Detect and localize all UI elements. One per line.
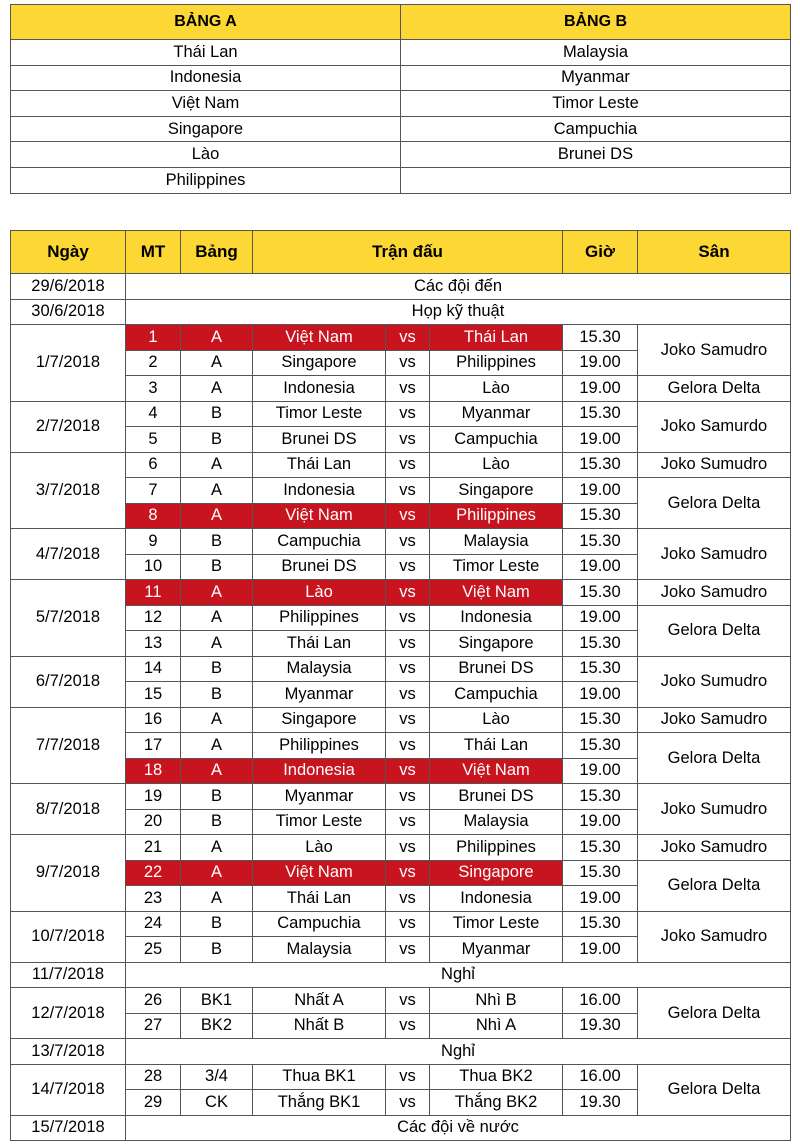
vs-label: vs <box>386 554 430 580</box>
away-team: Nhì A <box>430 1013 563 1039</box>
away-team: Philippines <box>430 503 563 529</box>
home-team: Malaysia <box>253 937 386 963</box>
date-cell: 8/7/2018 <box>11 784 126 835</box>
away-team: Nhì B <box>430 988 563 1014</box>
match-group: A <box>181 835 253 861</box>
match-row <box>11 707 791 733</box>
match-number: 16 <box>126 707 181 733</box>
home-team: Thua BK1 <box>253 1064 386 1090</box>
schedule-body <box>11 274 791 1141</box>
venue-cell: Joko Samudro <box>638 707 791 733</box>
match-number: 6 <box>126 452 181 478</box>
match-group: B <box>181 554 253 580</box>
match-group: A <box>181 325 253 351</box>
away-team: Brunei DS <box>430 656 563 682</box>
note-cell: Họp kỹ thuật <box>126 299 791 325</box>
home-team: Timor Leste <box>253 401 386 427</box>
match-group: A <box>181 478 253 504</box>
match-group: BK1 <box>181 988 253 1014</box>
match-time: 19.00 <box>563 886 638 912</box>
away-team: Myanmar <box>430 937 563 963</box>
venue-cell: Joko Samurdo <box>638 401 791 452</box>
home-team: Việt Nam <box>253 503 386 529</box>
group-a-header: BẢNG A <box>11 5 401 40</box>
home-team: Singapore <box>253 350 386 376</box>
away-team: Indonesia <box>430 605 563 631</box>
home-team: Indonesia <box>253 758 386 784</box>
match-time: 19.30 <box>563 1090 638 1116</box>
match-number: 27 <box>126 1013 181 1039</box>
vs-label: vs <box>386 656 430 682</box>
match-number: 21 <box>126 835 181 861</box>
venue-cell: Gelora Delta <box>638 988 791 1039</box>
vs-label: vs <box>386 1064 430 1090</box>
match-time: 15.30 <box>563 631 638 657</box>
match-group: BK2 <box>181 1013 253 1039</box>
note-cell: Nghỉ <box>126 1039 791 1065</box>
home-team: Thái Lan <box>253 886 386 912</box>
match-number: 17 <box>126 733 181 759</box>
vs-label: vs <box>386 503 430 529</box>
match-group: B <box>181 656 253 682</box>
match-number: 7 <box>126 478 181 504</box>
home-team: Brunei DS <box>253 554 386 580</box>
group-b-team: Timor Leste <box>401 91 791 117</box>
group-a-team: Indonesia <box>11 65 401 91</box>
away-team: Campuchia <box>430 427 563 453</box>
group-b-team <box>401 167 791 193</box>
match-time: 16.00 <box>563 988 638 1014</box>
match-group: A <box>181 376 253 402</box>
vs-label: vs <box>386 452 430 478</box>
match-row <box>11 529 791 555</box>
match-number: 3 <box>126 376 181 402</box>
home-team: Thái Lan <box>253 452 386 478</box>
match-group: A <box>181 758 253 784</box>
match-group: B <box>181 682 253 708</box>
away-team: Philippines <box>430 350 563 376</box>
group-a-team: Philippines <box>11 167 401 193</box>
date-cell: 12/7/2018 <box>11 988 126 1039</box>
schedule-table <box>10 230 791 1141</box>
away-team: Timor Leste <box>430 911 563 937</box>
date-cell: 14/7/2018 <box>11 1064 126 1115</box>
match-group: CK <box>181 1090 253 1116</box>
group-a-team: Singapore <box>11 116 401 142</box>
match-time: 15.30 <box>563 784 638 810</box>
vs-label: vs <box>386 401 430 427</box>
vs-label: vs <box>386 1090 430 1116</box>
away-team: Indonesia <box>430 886 563 912</box>
vs-label: vs <box>386 580 430 606</box>
group-row <box>11 116 791 142</box>
venue-cell: Joko Samudro <box>638 529 791 580</box>
away-team: Timor Leste <box>430 554 563 580</box>
match-group: A <box>181 733 253 759</box>
match-time: 15.30 <box>563 860 638 886</box>
vs-label: vs <box>386 1013 430 1039</box>
home-team: Thái Lan <box>253 631 386 657</box>
away-team: Việt Nam <box>430 580 563 606</box>
match-row <box>11 860 791 886</box>
match-time: 19.00 <box>563 758 638 784</box>
match-time: 15.30 <box>563 529 638 555</box>
match-row <box>11 733 791 759</box>
vs-label: vs <box>386 325 430 351</box>
venue-cell: Joko Samudro <box>638 325 791 376</box>
date-cell: 7/7/2018 <box>11 707 126 784</box>
home-team: Timor Leste <box>253 809 386 835</box>
match-number: 23 <box>126 886 181 912</box>
match-number: 24 <box>126 911 181 937</box>
date-cell: 2/7/2018 <box>11 401 126 452</box>
match-number: 5 <box>126 427 181 453</box>
date-cell: 10/7/2018 <box>11 911 126 962</box>
vs-label: vs <box>386 529 430 555</box>
date-cell: 9/7/2018 <box>11 835 126 912</box>
vs-label: vs <box>386 860 430 886</box>
match-group: A <box>181 580 253 606</box>
date-cell: 30/6/2018 <box>11 299 126 325</box>
match-row <box>11 376 791 402</box>
match-number: 26 <box>126 988 181 1014</box>
match-row <box>11 784 791 810</box>
match-row <box>11 478 791 504</box>
vs-label: vs <box>386 988 430 1014</box>
venue-cell: Gelora Delta <box>638 733 791 784</box>
venue-cell: Gelora Delta <box>638 376 791 402</box>
venue-cell: Gelora Delta <box>638 1064 791 1115</box>
venue-cell: Gelora Delta <box>638 478 791 529</box>
match-group: A <box>181 707 253 733</box>
groups-header-row <box>11 5 791 40</box>
match-row <box>11 580 791 606</box>
home-team: Lào <box>253 580 386 606</box>
home-team: Nhất B <box>253 1013 386 1039</box>
match-time: 19.00 <box>563 376 638 402</box>
vs-label: vs <box>386 886 430 912</box>
home-team: Indonesia <box>253 376 386 402</box>
home-team: Việt Nam <box>253 860 386 886</box>
match-group: A <box>181 605 253 631</box>
match-row <box>11 988 791 1014</box>
match-group: B <box>181 937 253 963</box>
group-row <box>11 167 791 193</box>
home-team: Campuchia <box>253 529 386 555</box>
home-team: Brunei DS <box>253 427 386 453</box>
vs-label: vs <box>386 733 430 759</box>
match-number: 12 <box>126 605 181 631</box>
match-time: 15.30 <box>563 452 638 478</box>
match-group: A <box>181 452 253 478</box>
header-match-number: MT <box>126 231 181 274</box>
venue-cell: Joko Samudro <box>638 911 791 962</box>
match-group: B <box>181 809 253 835</box>
schedule-note-row <box>11 1115 791 1141</box>
group-row <box>11 65 791 91</box>
match-time: 15.30 <box>563 911 638 937</box>
home-team: Thắng BK1 <box>253 1090 386 1116</box>
date-cell: 3/7/2018 <box>11 452 126 529</box>
vs-label: vs <box>386 427 430 453</box>
date-cell: 29/6/2018 <box>11 274 126 300</box>
match-time: 15.30 <box>563 401 638 427</box>
match-number: 9 <box>126 529 181 555</box>
header-date: Ngày <box>11 231 126 274</box>
venue-cell: Joko Sumudro <box>638 656 791 707</box>
match-group: 3/4 <box>181 1064 253 1090</box>
header-match: Trận đấu <box>253 231 563 274</box>
away-team: Việt Nam <box>430 758 563 784</box>
match-number: 8 <box>126 503 181 529</box>
match-number: 13 <box>126 631 181 657</box>
note-cell: Nghỉ <box>126 962 791 988</box>
date-cell: 5/7/2018 <box>11 580 126 657</box>
away-team: Campuchia <box>430 682 563 708</box>
match-time: 19.00 <box>563 682 638 708</box>
match-number: 11 <box>126 580 181 606</box>
away-team: Singapore <box>430 860 563 886</box>
match-time: 15.30 <box>563 656 638 682</box>
match-time: 15.30 <box>563 733 638 759</box>
match-number: 1 <box>126 325 181 351</box>
match-time: 15.30 <box>563 325 638 351</box>
match-row <box>11 835 791 861</box>
date-cell: 15/7/2018 <box>11 1115 126 1141</box>
date-cell: 13/7/2018 <box>11 1039 126 1065</box>
match-time: 19.00 <box>563 427 638 453</box>
home-team: Myanmar <box>253 682 386 708</box>
schedule-note-row <box>11 274 791 300</box>
match-group: B <box>181 784 253 810</box>
match-row <box>11 656 791 682</box>
vs-label: vs <box>386 376 430 402</box>
group-b-team: Brunei DS <box>401 142 791 168</box>
match-group: B <box>181 401 253 427</box>
match-number: 2 <box>126 350 181 376</box>
away-team: Philippines <box>430 835 563 861</box>
vs-label: vs <box>386 784 430 810</box>
vs-label: vs <box>386 911 430 937</box>
date-cell: 4/7/2018 <box>11 529 126 580</box>
home-team: Nhất A <box>253 988 386 1014</box>
group-b-team: Campuchia <box>401 116 791 142</box>
match-row <box>11 452 791 478</box>
match-row <box>11 605 791 631</box>
match-time: 15.30 <box>563 835 638 861</box>
home-team: Việt Nam <box>253 325 386 351</box>
away-team: Lào <box>430 452 563 478</box>
match-row <box>11 325 791 351</box>
match-group: A <box>181 860 253 886</box>
match-time: 19.00 <box>563 350 638 376</box>
vs-label: vs <box>386 682 430 708</box>
match-time: 19.30 <box>563 1013 638 1039</box>
match-time: 19.00 <box>563 554 638 580</box>
venue-cell: Joko Sumudro <box>638 452 791 478</box>
venue-cell: Joko Samudro <box>638 580 791 606</box>
match-number: 22 <box>126 860 181 886</box>
match-time: 19.00 <box>563 937 638 963</box>
vs-label: vs <box>386 350 430 376</box>
venue-cell: Gelora Delta <box>638 605 791 656</box>
header-venue: Sân <box>638 231 791 274</box>
away-team: Singapore <box>430 478 563 504</box>
away-team: Lào <box>430 707 563 733</box>
away-team: Singapore <box>430 631 563 657</box>
match-number: 29 <box>126 1090 181 1116</box>
match-time: 19.00 <box>563 605 638 631</box>
vs-label: vs <box>386 605 430 631</box>
match-row <box>11 1064 791 1090</box>
venue-cell: Gelora Delta <box>638 860 791 911</box>
away-team: Thái Lan <box>430 733 563 759</box>
group-b-team: Malaysia <box>401 40 791 66</box>
note-cell: Các đội đến <box>126 274 791 300</box>
match-time: 15.30 <box>563 580 638 606</box>
header-time: Giờ <box>563 231 638 274</box>
vs-label: vs <box>386 758 430 784</box>
schedule-note-row <box>11 1039 791 1065</box>
schedule-note-row <box>11 299 791 325</box>
vs-label: vs <box>386 835 430 861</box>
vs-label: vs <box>386 809 430 835</box>
away-team: Malaysia <box>430 809 563 835</box>
match-group: B <box>181 529 253 555</box>
vs-label: vs <box>386 631 430 657</box>
schedule-header-row <box>11 231 791 274</box>
home-team: Malaysia <box>253 656 386 682</box>
date-cell: 1/7/2018 <box>11 325 126 402</box>
match-group: A <box>181 631 253 657</box>
match-group: A <box>181 350 253 376</box>
match-group: A <box>181 503 253 529</box>
match-group: A <box>181 886 253 912</box>
match-number: 28 <box>126 1064 181 1090</box>
group-b-team: Myanmar <box>401 65 791 91</box>
note-cell: Các đội về nước <box>126 1115 791 1141</box>
date-cell: 6/7/2018 <box>11 656 126 707</box>
date-cell: 11/7/2018 <box>11 962 126 988</box>
home-team: Lào <box>253 835 386 861</box>
match-time: 15.30 <box>563 707 638 733</box>
schedule-note-row <box>11 962 791 988</box>
group-row <box>11 142 791 168</box>
vs-label: vs <box>386 478 430 504</box>
group-a-team: Thái Lan <box>11 40 401 66</box>
match-group: B <box>181 911 253 937</box>
venue-cell: Joko Sumudro <box>638 784 791 835</box>
away-team: Lào <box>430 376 563 402</box>
match-number: 19 <box>126 784 181 810</box>
group-b-header: BẢNG B <box>401 5 791 40</box>
group-a-team: Việt Nam <box>11 91 401 117</box>
match-number: 10 <box>126 554 181 580</box>
groups-table <box>10 4 791 194</box>
match-number: 14 <box>126 656 181 682</box>
away-team: Myanmar <box>430 401 563 427</box>
vs-label: vs <box>386 707 430 733</box>
match-row <box>11 911 791 937</box>
vs-label: vs <box>386 937 430 963</box>
match-time: 19.00 <box>563 809 638 835</box>
match-time: 16.00 <box>563 1064 638 1090</box>
home-team: Singapore <box>253 707 386 733</box>
group-row <box>11 40 791 66</box>
group-row <box>11 91 791 117</box>
away-team: Thắng BK2 <box>430 1090 563 1116</box>
group-a-team: Lào <box>11 142 401 168</box>
home-team: Campuchia <box>253 911 386 937</box>
home-team: Indonesia <box>253 478 386 504</box>
groups-body <box>11 40 791 194</box>
match-number: 20 <box>126 809 181 835</box>
away-team: Thái Lan <box>430 325 563 351</box>
match-number: 4 <box>126 401 181 427</box>
venue-cell: Joko Samudro <box>638 835 791 861</box>
away-team: Brunei DS <box>430 784 563 810</box>
home-team: Philippines <box>253 733 386 759</box>
match-group: B <box>181 427 253 453</box>
match-number: 18 <box>126 758 181 784</box>
home-team: Philippines <box>253 605 386 631</box>
home-team: Myanmar <box>253 784 386 810</box>
match-row <box>11 401 791 427</box>
header-group: Bảng <box>181 231 253 274</box>
match-number: 15 <box>126 682 181 708</box>
match-time: 19.00 <box>563 478 638 504</box>
away-team: Malaysia <box>430 529 563 555</box>
match-time: 15.30 <box>563 503 638 529</box>
match-number: 25 <box>126 937 181 963</box>
away-team: Thua BK2 <box>430 1064 563 1090</box>
